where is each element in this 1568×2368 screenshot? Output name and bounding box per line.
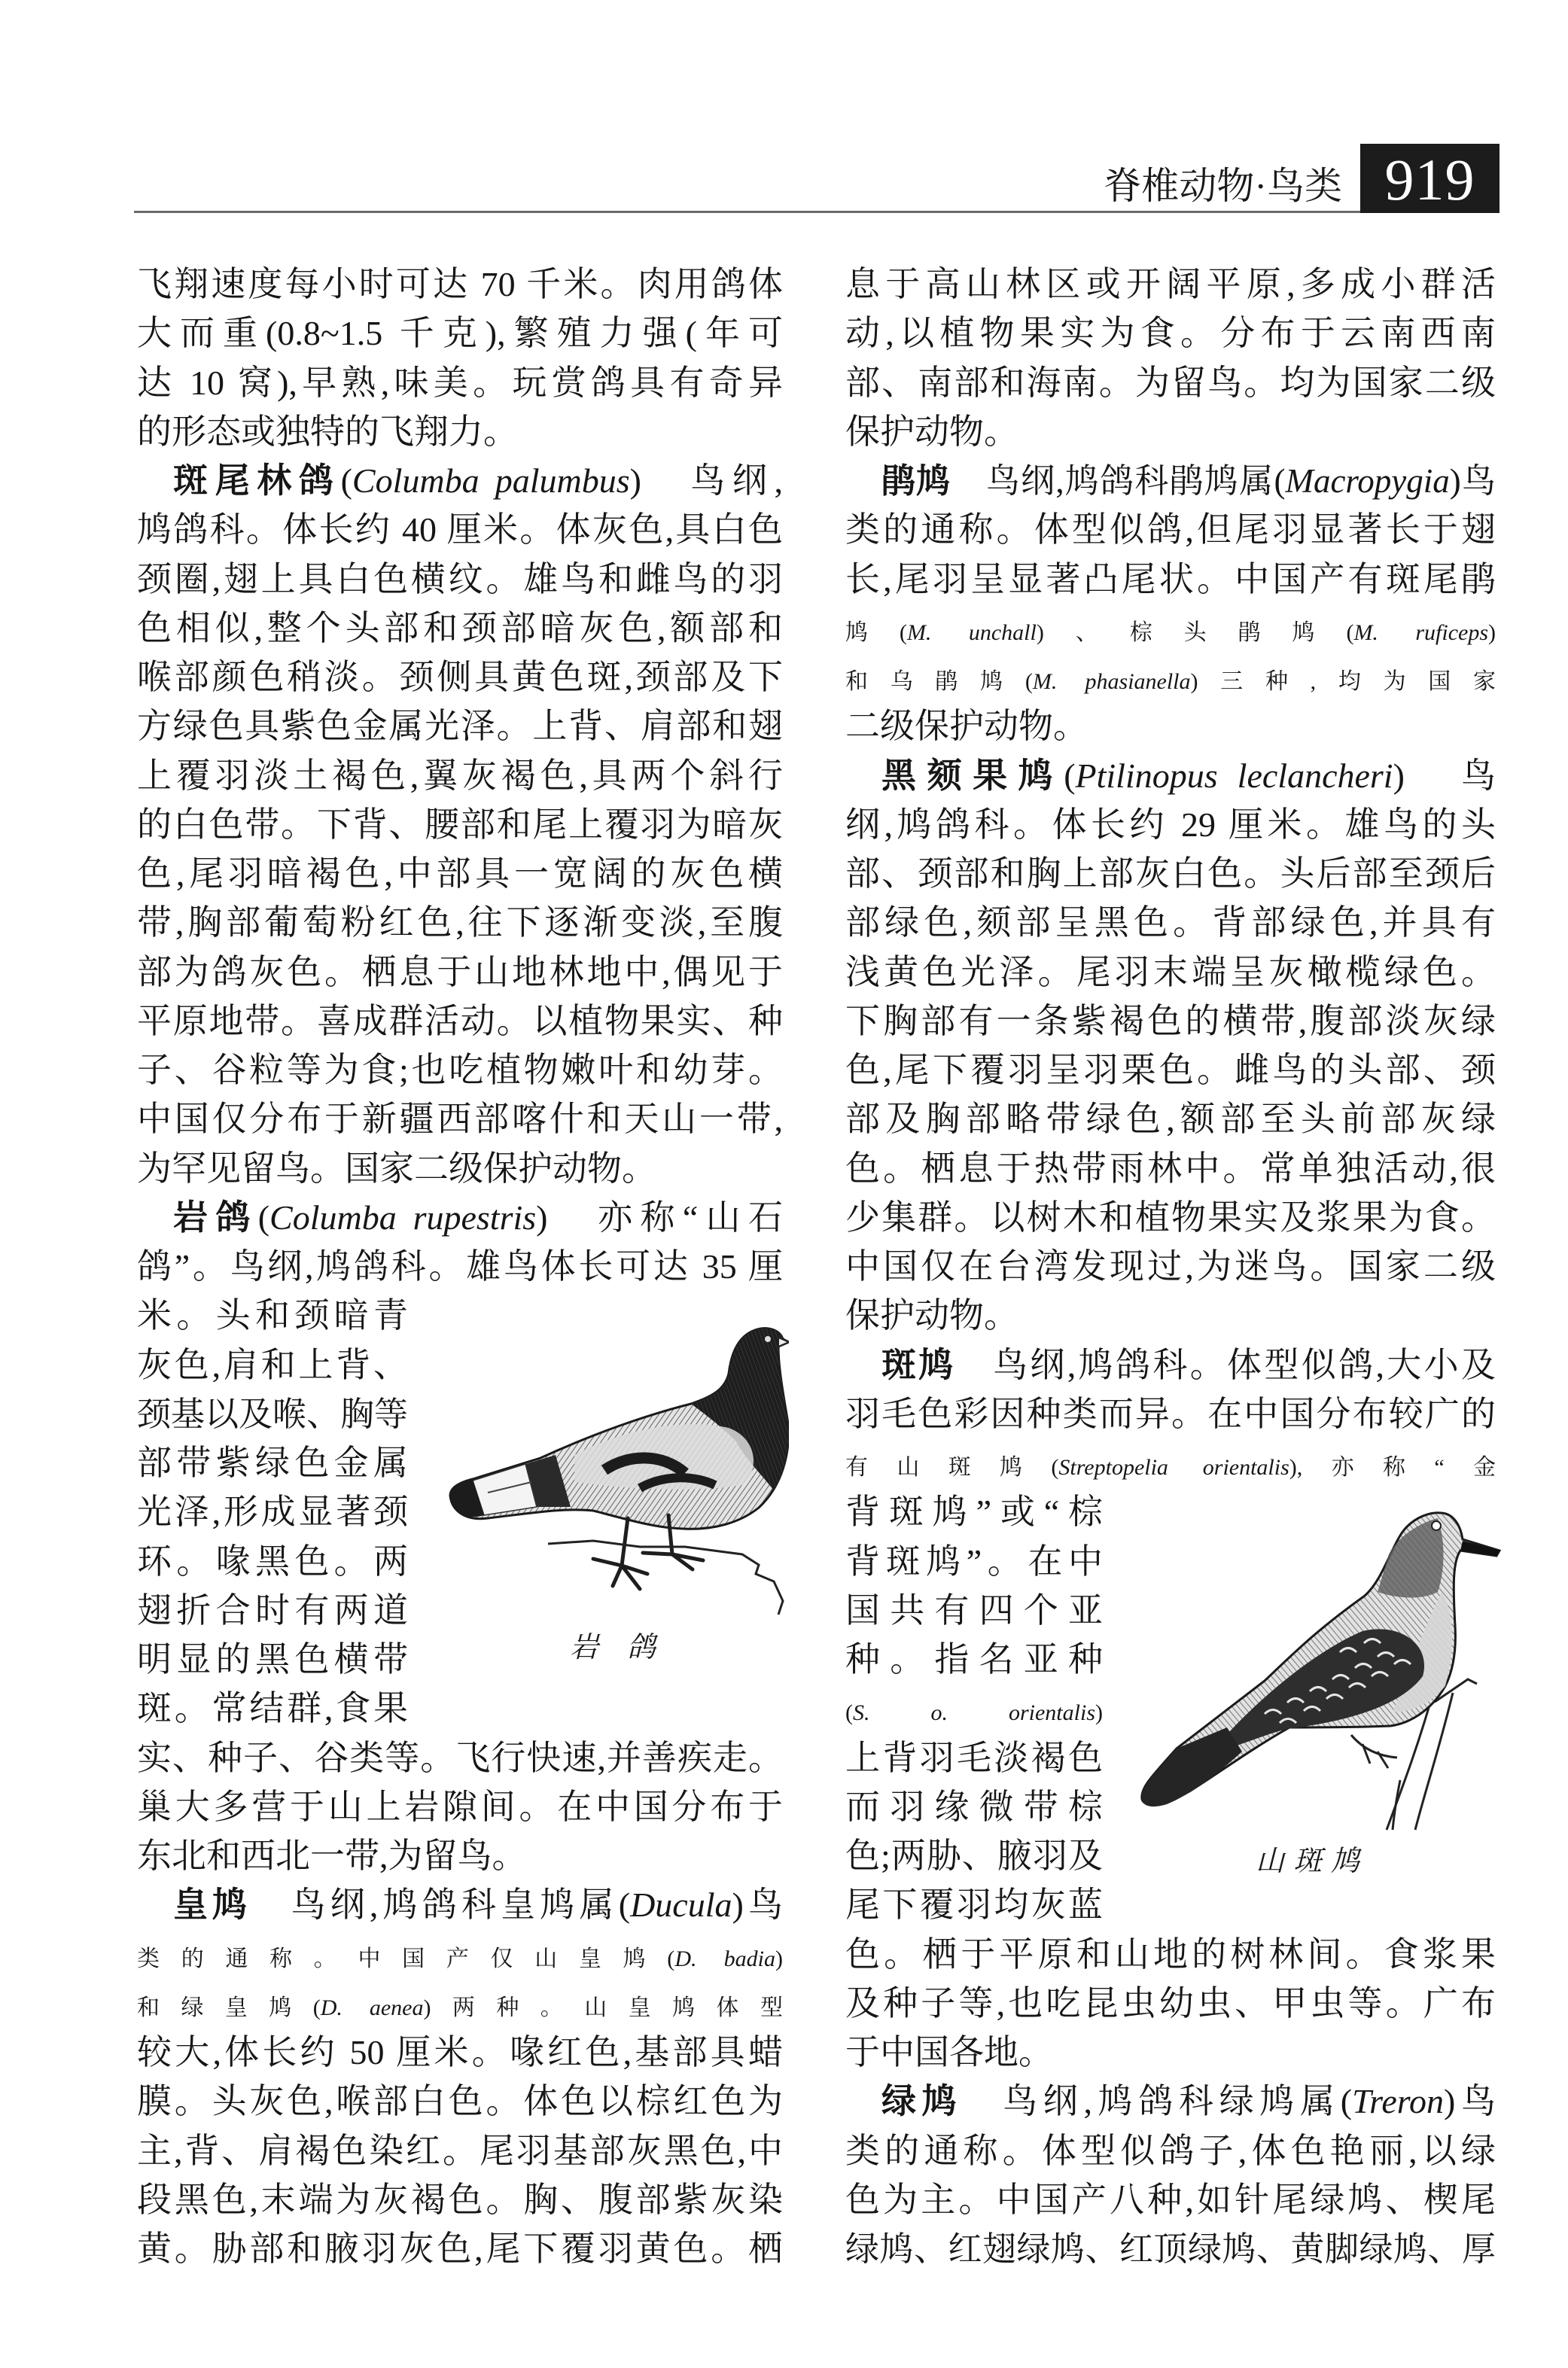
- line-text: [137, 1788, 783, 1826]
- text-line: [137, 2175, 783, 2224]
- line-text: [137, 314, 783, 352]
- text-line: [845, 1635, 1103, 1684]
- text-line: [845, 260, 1496, 309]
- text-line: [845, 849, 1496, 898]
- text-run: ) 鸟纲,: [629, 461, 783, 500]
- text-line: [137, 1193, 783, 1242]
- text-run: )鸟: [1449, 462, 1496, 500]
- text-line: [845, 1782, 1103, 1831]
- line-text: [845, 1002, 1496, 1040]
- text-line: [137, 2028, 783, 2077]
- latin-name: Columba palumbus: [352, 461, 630, 500]
- text-line: [137, 1782, 783, 1831]
- text-line: [137, 1586, 408, 1635]
- line-text: [845, 1493, 1103, 1531]
- text-line: [845, 1684, 1103, 1733]
- text-run: 而羽缘微带棕: [845, 1787, 1103, 1826]
- text-line: [137, 1046, 783, 1094]
- text-line: [845, 1487, 1103, 1536]
- text-run: 鸠(: [845, 619, 907, 645]
- text-run: )三种,均为国家: [1190, 669, 1496, 694]
- text-column-left: [137, 260, 783, 2273]
- text-run: ),亦称“金: [1289, 1455, 1496, 1480]
- line-text: [137, 1946, 783, 1971]
- text-run: 方绿色具紫色金属光泽。上背、肩部和翅: [137, 707, 783, 746]
- text-run: 和乌鹃鸠(: [845, 669, 1033, 694]
- text-line: [137, 505, 783, 554]
- line-text: [845, 1542, 1103, 1581]
- text-line: [137, 1389, 408, 1438]
- text-run: 部、颈部和胸上部灰白色。头后部至颈后: [845, 854, 1496, 893]
- text-run: 背斑鸠”或“棕: [845, 1493, 1103, 1532]
- text-line: [137, 849, 783, 898]
- line-text: [845, 1739, 1103, 1777]
- text-line: [845, 456, 1496, 505]
- text-run: 上覆羽淡土褐色,翼灰褐色,具两个斜行: [137, 756, 783, 795]
- text-line: [845, 309, 1496, 358]
- text-line: [845, 1389, 1496, 1438]
- text-run: 为罕见留鸟。国家二级保护动物。: [137, 1149, 656, 1188]
- text-line: [845, 1094, 1496, 1143]
- text-line: [137, 309, 783, 358]
- line-text: [137, 1100, 783, 1138]
- text-run: 及种子等,也吃昆虫幼虫、甲虫等。广布: [845, 1983, 1496, 2023]
- text-line: [845, 2175, 1496, 2224]
- text-run: ) 亦称“山石: [536, 1198, 783, 1237]
- line-text: [137, 658, 783, 696]
- entry-headword: 斑鸠: [881, 1344, 956, 1385]
- line-text: [137, 953, 783, 991]
- text-run: 子、谷粒等为食;也吃植物嫩叶和幼芽。: [137, 1051, 783, 1089]
- text-line: [137, 1341, 408, 1389]
- text-run: 部为鸽灰色。栖息于山地林地中,偶见于: [137, 952, 783, 991]
- line-text: [845, 1100, 1496, 1138]
- text-line: [845, 1144, 1496, 1193]
- text-line: [845, 2028, 1496, 2077]
- text-line: [137, 456, 783, 505]
- line-text: [845, 1149, 1496, 1188]
- line-text: [845, 903, 1496, 942]
- text-line: [137, 1880, 783, 1929]
- line-text: [137, 412, 518, 451]
- text-run: 色。栖于平原和山地的树林间。食浆果: [845, 1934, 1496, 1974]
- text-line: [137, 260, 783, 309]
- text-run: ): [1488, 619, 1496, 645]
- line-text: [845, 1935, 1496, 1974]
- line-text: [845, 2181, 1496, 2219]
- line-text: [137, 609, 783, 647]
- text-run: 国共有四个亚: [845, 1590, 1103, 1630]
- text-line: [845, 898, 1496, 947]
- text-line: [137, 800, 783, 849]
- text-line: [845, 1979, 1496, 2028]
- text-line: [845, 1880, 1103, 1929]
- text-line: [137, 1242, 783, 1291]
- text-run: 膜。头灰色,喉部白色。体色以棕红色为: [137, 2082, 783, 2121]
- figure-caption-rock-pigeon: 岩 鸽: [570, 1630, 656, 1663]
- line-text: [137, 510, 783, 549]
- line-text: [845, 560, 1496, 598]
- line-text: [845, 1984, 1496, 2023]
- line-text: [845, 1700, 1103, 1725]
- text-line: [845, 407, 1496, 456]
- line-text: [137, 1739, 783, 1777]
- text-line: [845, 800, 1496, 849]
- line-text: [137, 854, 783, 893]
- line-text: [881, 2082, 1496, 2120]
- oriental-turtle-dove-illustration: [1137, 1509, 1506, 1833]
- text-line: [845, 653, 1496, 702]
- text-line: [137, 751, 783, 800]
- text-run: ): [775, 1946, 784, 1971]
- latin-name: Ducula: [630, 1886, 732, 1925]
- line-text: [137, 1689, 408, 1727]
- rock-pigeon-illustration: [443, 1321, 789, 1622]
- line-text: [845, 1296, 1018, 1335]
- text-run: 灰色,肩和上背、: [137, 1345, 408, 1384]
- line-text: [845, 953, 1496, 991]
- text-line: [137, 2224, 783, 2273]
- text-line: [137, 1979, 783, 2028]
- text-run: 平原地带。喜成群活动。以植物果实、种: [137, 1001, 783, 1040]
- text-run: 类的通称。中国产仅山皇鸠(: [137, 1946, 675, 1971]
- line-text: [137, 707, 783, 745]
- text-run: 于中国各地。: [845, 2033, 1053, 2071]
- text-line: [137, 653, 783, 702]
- line-text: [845, 1198, 1496, 1237]
- line-text: [137, 1296, 408, 1335]
- line-text: [845, 364, 1496, 402]
- text-run: 鸠鸽科。体长约 40 厘米。体灰色,具白色: [137, 510, 783, 549]
- text-line: [845, 1831, 1103, 1880]
- text-run: 鸟纲,鸠鸽科。体型似鸽,大小及: [955, 1345, 1496, 1384]
- text-run: 色相似,整个头部和颈部暗灰色,额部和: [137, 608, 784, 647]
- text-run: 类的通称。体型似鸽子,体色艳丽,以绿: [845, 2131, 1496, 2170]
- line-text: [881, 1346, 1496, 1384]
- text-line: [845, 1438, 1496, 1487]
- text-line: [137, 1684, 408, 1733]
- text-run: 达 10 窝),早熟,味美。玩赏鸽具有奇异: [137, 363, 783, 402]
- text-line: [137, 1438, 408, 1487]
- text-run: 部绿色,颏部呈黑色。背部绿色,并具有: [845, 903, 1496, 942]
- line-text: [845, 854, 1496, 893]
- line-text: [845, 510, 1496, 549]
- text-run: 纲,鸠鸽科。体长约 29 厘米。雄鸟的头: [845, 805, 1496, 844]
- text-line: [137, 1094, 783, 1143]
- header-rule: [134, 211, 1360, 213]
- text-run: 色,尾下覆羽呈羽栗色。雌鸟的头部、颈: [845, 1051, 1496, 1089]
- latin-name: Treron: [1352, 2082, 1444, 2121]
- text-run: 部带紫绿色金属: [137, 1444, 408, 1482]
- text-line: [845, 751, 1496, 800]
- line-text: [137, 805, 783, 844]
- text-line: [845, 1733, 1103, 1782]
- line-text: [137, 1149, 656, 1188]
- text-run: 主,背、肩褐色染红。尾羽基部灰黑色,中: [137, 2131, 783, 2170]
- text-run: 二级保护动物。: [845, 707, 1088, 746]
- text-line: [137, 702, 783, 750]
- text-line: [137, 358, 783, 407]
- line-text: [137, 1542, 408, 1581]
- line-text: [137, 756, 783, 795]
- page-number: 919: [1384, 147, 1475, 212]
- text-run: 动,以植物果实为食。分布于云南西南: [845, 314, 1496, 353]
- text-run: 斑。常结群,食果: [137, 1689, 408, 1728]
- text-line: [845, 2126, 1496, 2175]
- latin-name: Ptilinopus leclancheri: [1075, 756, 1393, 795]
- text-run: 浅黄色光泽。尾羽末端呈灰橄榄绿色。: [845, 952, 1496, 991]
- text-line: [137, 555, 783, 604]
- text-run: (: [1064, 756, 1076, 795]
- text-run: (: [845, 1700, 853, 1726]
- line-text: [137, 560, 783, 598]
- text-line: [845, 1930, 1496, 1979]
- text-run: 颈基以及喉、胸等: [137, 1395, 409, 1433]
- text-line: [845, 2224, 1496, 2273]
- text-run: 较大,体长约 50 厘米。喙红色,基部具蜡: [137, 2033, 783, 2071]
- text-line: [137, 1635, 408, 1684]
- line-text: [137, 1640, 408, 1679]
- text-run: 部及胸部略带绿色,额部至头前部灰绿: [845, 1100, 1496, 1139]
- text-run: 类的通称。体型似鸽,但尾羽显著长于翅: [845, 510, 1496, 549]
- text-run: 黄。胁部和腋羽灰色,尾下覆羽黄色。栖: [137, 2230, 783, 2268]
- line-text: [845, 1591, 1103, 1630]
- latin-name: S. o. orientalis: [853, 1700, 1095, 1726]
- text-run: 息于高山林区或开阔平原,多成小群活: [845, 265, 1496, 303]
- text-run: 颈圈,翅上具白色横纹。雄鸟和雌鸟的羽: [137, 559, 783, 598]
- figure-caption-turtle-dove: 山 斑 鸠: [1256, 1844, 1360, 1877]
- text-run: )两种。山皇鸠体型: [423, 1995, 783, 2020]
- line-text: [137, 1444, 408, 1482]
- text-run: 鸟纲,鸠鸽科绿鸠属(: [962, 2082, 1353, 2121]
- line-text: [845, 1788, 1103, 1826]
- text-line: [137, 1733, 783, 1782]
- text-run: 的形态或独特的飞翔力。: [137, 412, 518, 451]
- text-line: [137, 1930, 783, 1979]
- text-run: 鸟纲,鸠鸽科皇鸠属(: [251, 1886, 631, 1925]
- line-text: [845, 2230, 1496, 2268]
- text-line: [137, 898, 783, 947]
- text-run: 段黑色,末端为灰褐色。胸、腹部紫灰染: [137, 2180, 783, 2219]
- line-text: [137, 1051, 783, 1089]
- text-run: 翅折合时有两道: [137, 1590, 408, 1630]
- entry-headword: 绿鸠: [881, 2080, 963, 2122]
- text-run: 色;两胁、腋羽及: [845, 1837, 1103, 1875]
- text-run: 的白色带。下背、腰部和尾上覆羽为暗灰: [137, 805, 783, 844]
- text-run: 东北和西北一带,为留鸟。: [137, 1837, 527, 1875]
- text-run: 背斑鸠”。在中: [845, 1542, 1103, 1581]
- text-line: [845, 505, 1496, 554]
- text-line: [137, 407, 783, 456]
- text-run: 带,胸部葡萄粉红色,往下逐渐变淡,至腹: [137, 903, 783, 942]
- text-run: 保护动物。: [845, 412, 1018, 451]
- entry-headword: 斑尾林鸽: [173, 460, 341, 501]
- text-run: 部、南部和海南。为留鸟。均为国家二级: [845, 363, 1496, 402]
- text-run: 保护动物。: [845, 1296, 1018, 1335]
- line-text: [845, 314, 1496, 352]
- text-run: 尾下覆羽均灰蓝: [845, 1886, 1103, 1925]
- text-run: 羽毛色彩因种类而异。在中国分布较广的: [845, 1394, 1496, 1433]
- text-line: [845, 1291, 1496, 1340]
- text-line: [845, 555, 1496, 604]
- line-text: [137, 1346, 408, 1384]
- text-run: ) 鸟: [1393, 756, 1496, 795]
- text-run: )、棕头鹃鸠(: [1036, 619, 1354, 645]
- line-text: [137, 1396, 408, 1433]
- line-text: [845, 1886, 1103, 1924]
- line-text: [137, 1591, 408, 1630]
- text-run: )鸟: [1443, 2082, 1496, 2121]
- text-run: )鸟: [732, 1886, 783, 1925]
- text-run: 中国仅在台湾发现过,为迷鸟。国家二级: [845, 1247, 1496, 1286]
- text-line: [845, 702, 1496, 750]
- line-text: [845, 2132, 1496, 2170]
- entry-headword: 岩鸽: [173, 1196, 258, 1237]
- text-run: 色。栖息于热带雨林中。常单独活动,很: [845, 1149, 1496, 1188]
- text-run: 中国仅分布于新疆西部喀什和天山一带,: [137, 1100, 783, 1139]
- text-line: [845, 358, 1496, 407]
- latin-name: D. aenea: [320, 1995, 424, 2020]
- latin-name: Columba rupestris: [269, 1198, 537, 1237]
- text-run: 有山斑鸠(: [845, 1455, 1059, 1480]
- text-run: 实、种子、谷类等。飞行快速,并善疾走。: [137, 1738, 783, 1777]
- latin-name: Macropygia: [1285, 462, 1450, 500]
- entry-headword: 鹃鸠: [881, 461, 951, 501]
- line-text: [845, 1837, 1103, 1875]
- text-line: [137, 997, 783, 1046]
- text-line: [845, 948, 1496, 997]
- text-run: 巢大多营于山上岩隙间。在中国分布于: [137, 1787, 783, 1826]
- text-line: [137, 1291, 408, 1340]
- line-text: [137, 1995, 783, 2020]
- text-run: 鸟纲,鸠鸽科鹃鸠属(: [951, 462, 1286, 500]
- text-line: [137, 1831, 783, 1880]
- text-line: [845, 1193, 1496, 1242]
- text-line: [137, 1537, 408, 1586]
- text-run: 上背羽毛淡褐色: [845, 1738, 1103, 1777]
- line-text: [173, 1198, 783, 1237]
- text-line: [137, 1487, 408, 1536]
- line-text: [137, 903, 783, 942]
- text-run: 喉部颜色稍淡。颈侧具黄色斑,颈部及下: [137, 658, 783, 696]
- line-text: [137, 265, 783, 303]
- text-line: [845, 2077, 1496, 2126]
- line-text: [845, 412, 1018, 451]
- line-text: [845, 1455, 1496, 1480]
- text-line: [137, 948, 783, 997]
- text-line: [845, 1242, 1496, 1291]
- text-line: [137, 1144, 783, 1193]
- line-text: [845, 1247, 1496, 1286]
- text-line: [845, 1046, 1496, 1094]
- line-text: [845, 265, 1496, 303]
- page-number-box: [1360, 144, 1499, 213]
- text-run: 飞翔速度每小时可达 70 千米。肉用鸽体: [137, 265, 783, 303]
- line-text: [137, 2033, 783, 2071]
- running-header-title: 脊椎动物·鸟类: [1104, 165, 1342, 207]
- line-text: [845, 620, 1496, 645]
- line-text: [137, 1002, 783, 1040]
- dove-body: [1142, 1513, 1499, 1806]
- text-line: [845, 997, 1496, 1046]
- text-line: [137, 2077, 783, 2126]
- text-run: 色为主。中国产八种,如针尾绿鸠、楔尾: [845, 2180, 1496, 2219]
- line-text: [137, 1837, 527, 1875]
- line-text: [137, 364, 783, 402]
- latin-name: M. unchall: [906, 619, 1037, 645]
- text-run: 大而重(0.8~1.5 千克),繁殖力强(年可: [137, 314, 783, 353]
- latin-name: D. badia: [674, 1946, 776, 1971]
- line-text: [845, 2033, 1053, 2071]
- line-text: [845, 669, 1496, 694]
- text-run: 米。头和颈暗青: [137, 1296, 408, 1335]
- line-text: [137, 2181, 783, 2219]
- text-run: 下胸部有一条紫褐色的横带,腹部淡灰绿: [845, 1001, 1496, 1040]
- latin-name: Streptopelia orientalis: [1058, 1455, 1289, 1480]
- line-text: [137, 1493, 408, 1531]
- line-text: [137, 2230, 783, 2268]
- line-text: [173, 461, 783, 500]
- line-text: [845, 707, 1088, 745]
- text-line: [845, 1537, 1103, 1586]
- line-text: [845, 1051, 1496, 1089]
- text-run: 明显的黑色横带: [137, 1640, 408, 1679]
- text-line: [137, 604, 783, 653]
- text-run: ): [1095, 1700, 1103, 1726]
- text-run: 和绿皇鸠(: [137, 1995, 321, 2020]
- rock-outline: [548, 1541, 783, 1615]
- text-run: (: [257, 1198, 270, 1237]
- text-run: 种。指名亚种: [845, 1640, 1103, 1679]
- line-text: [137, 2132, 783, 2170]
- dove-feet: [1351, 1735, 1397, 1768]
- latin-name: M. ruficeps: [1353, 619, 1489, 645]
- text-run: 长,尾羽呈显著凸尾状。中国产有斑尾鹃: [845, 559, 1496, 598]
- line-text: [137, 2082, 783, 2120]
- line-text: [845, 805, 1496, 844]
- rock-pigeon-body: [450, 1329, 789, 1529]
- text-run: 鸽”。鸟纲,鸠鸽科。雄鸟体长可达 35 厘: [137, 1247, 783, 1286]
- line-text: [845, 1395, 1496, 1433]
- text-line: [845, 1586, 1103, 1635]
- text-line: [845, 604, 1496, 653]
- entry-headword: 黑颏果鸠: [881, 754, 1064, 796]
- text-column-right: [845, 260, 1496, 2273]
- text-run: 环。喙黑色。两: [137, 1542, 408, 1581]
- text-line: [137, 2126, 783, 2175]
- text-run: 光泽,形成显著颈: [137, 1493, 408, 1532]
- latin-name: M. phasianella: [1032, 669, 1191, 694]
- line-text: [845, 1640, 1103, 1679]
- line-text: [137, 1247, 783, 1286]
- text-run: 少集群。以树木和植物果实及浆果为食。: [845, 1198, 1496, 1237]
- text-run: 色,尾羽暗褐色,中部具一宽阔的灰色横: [137, 854, 783, 893]
- line-text: [881, 462, 1496, 500]
- line-text: [173, 1886, 783, 1924]
- text-line: [845, 1341, 1496, 1389]
- entry-headword: 皇鸠: [173, 1884, 252, 1925]
- text-run: 绿鸠、红翅绿鸠、红顶绿鸠、黄脚绿鸠、厚: [845, 2230, 1496, 2268]
- text-run: (: [340, 461, 352, 500]
- line-text: [881, 756, 1496, 795]
